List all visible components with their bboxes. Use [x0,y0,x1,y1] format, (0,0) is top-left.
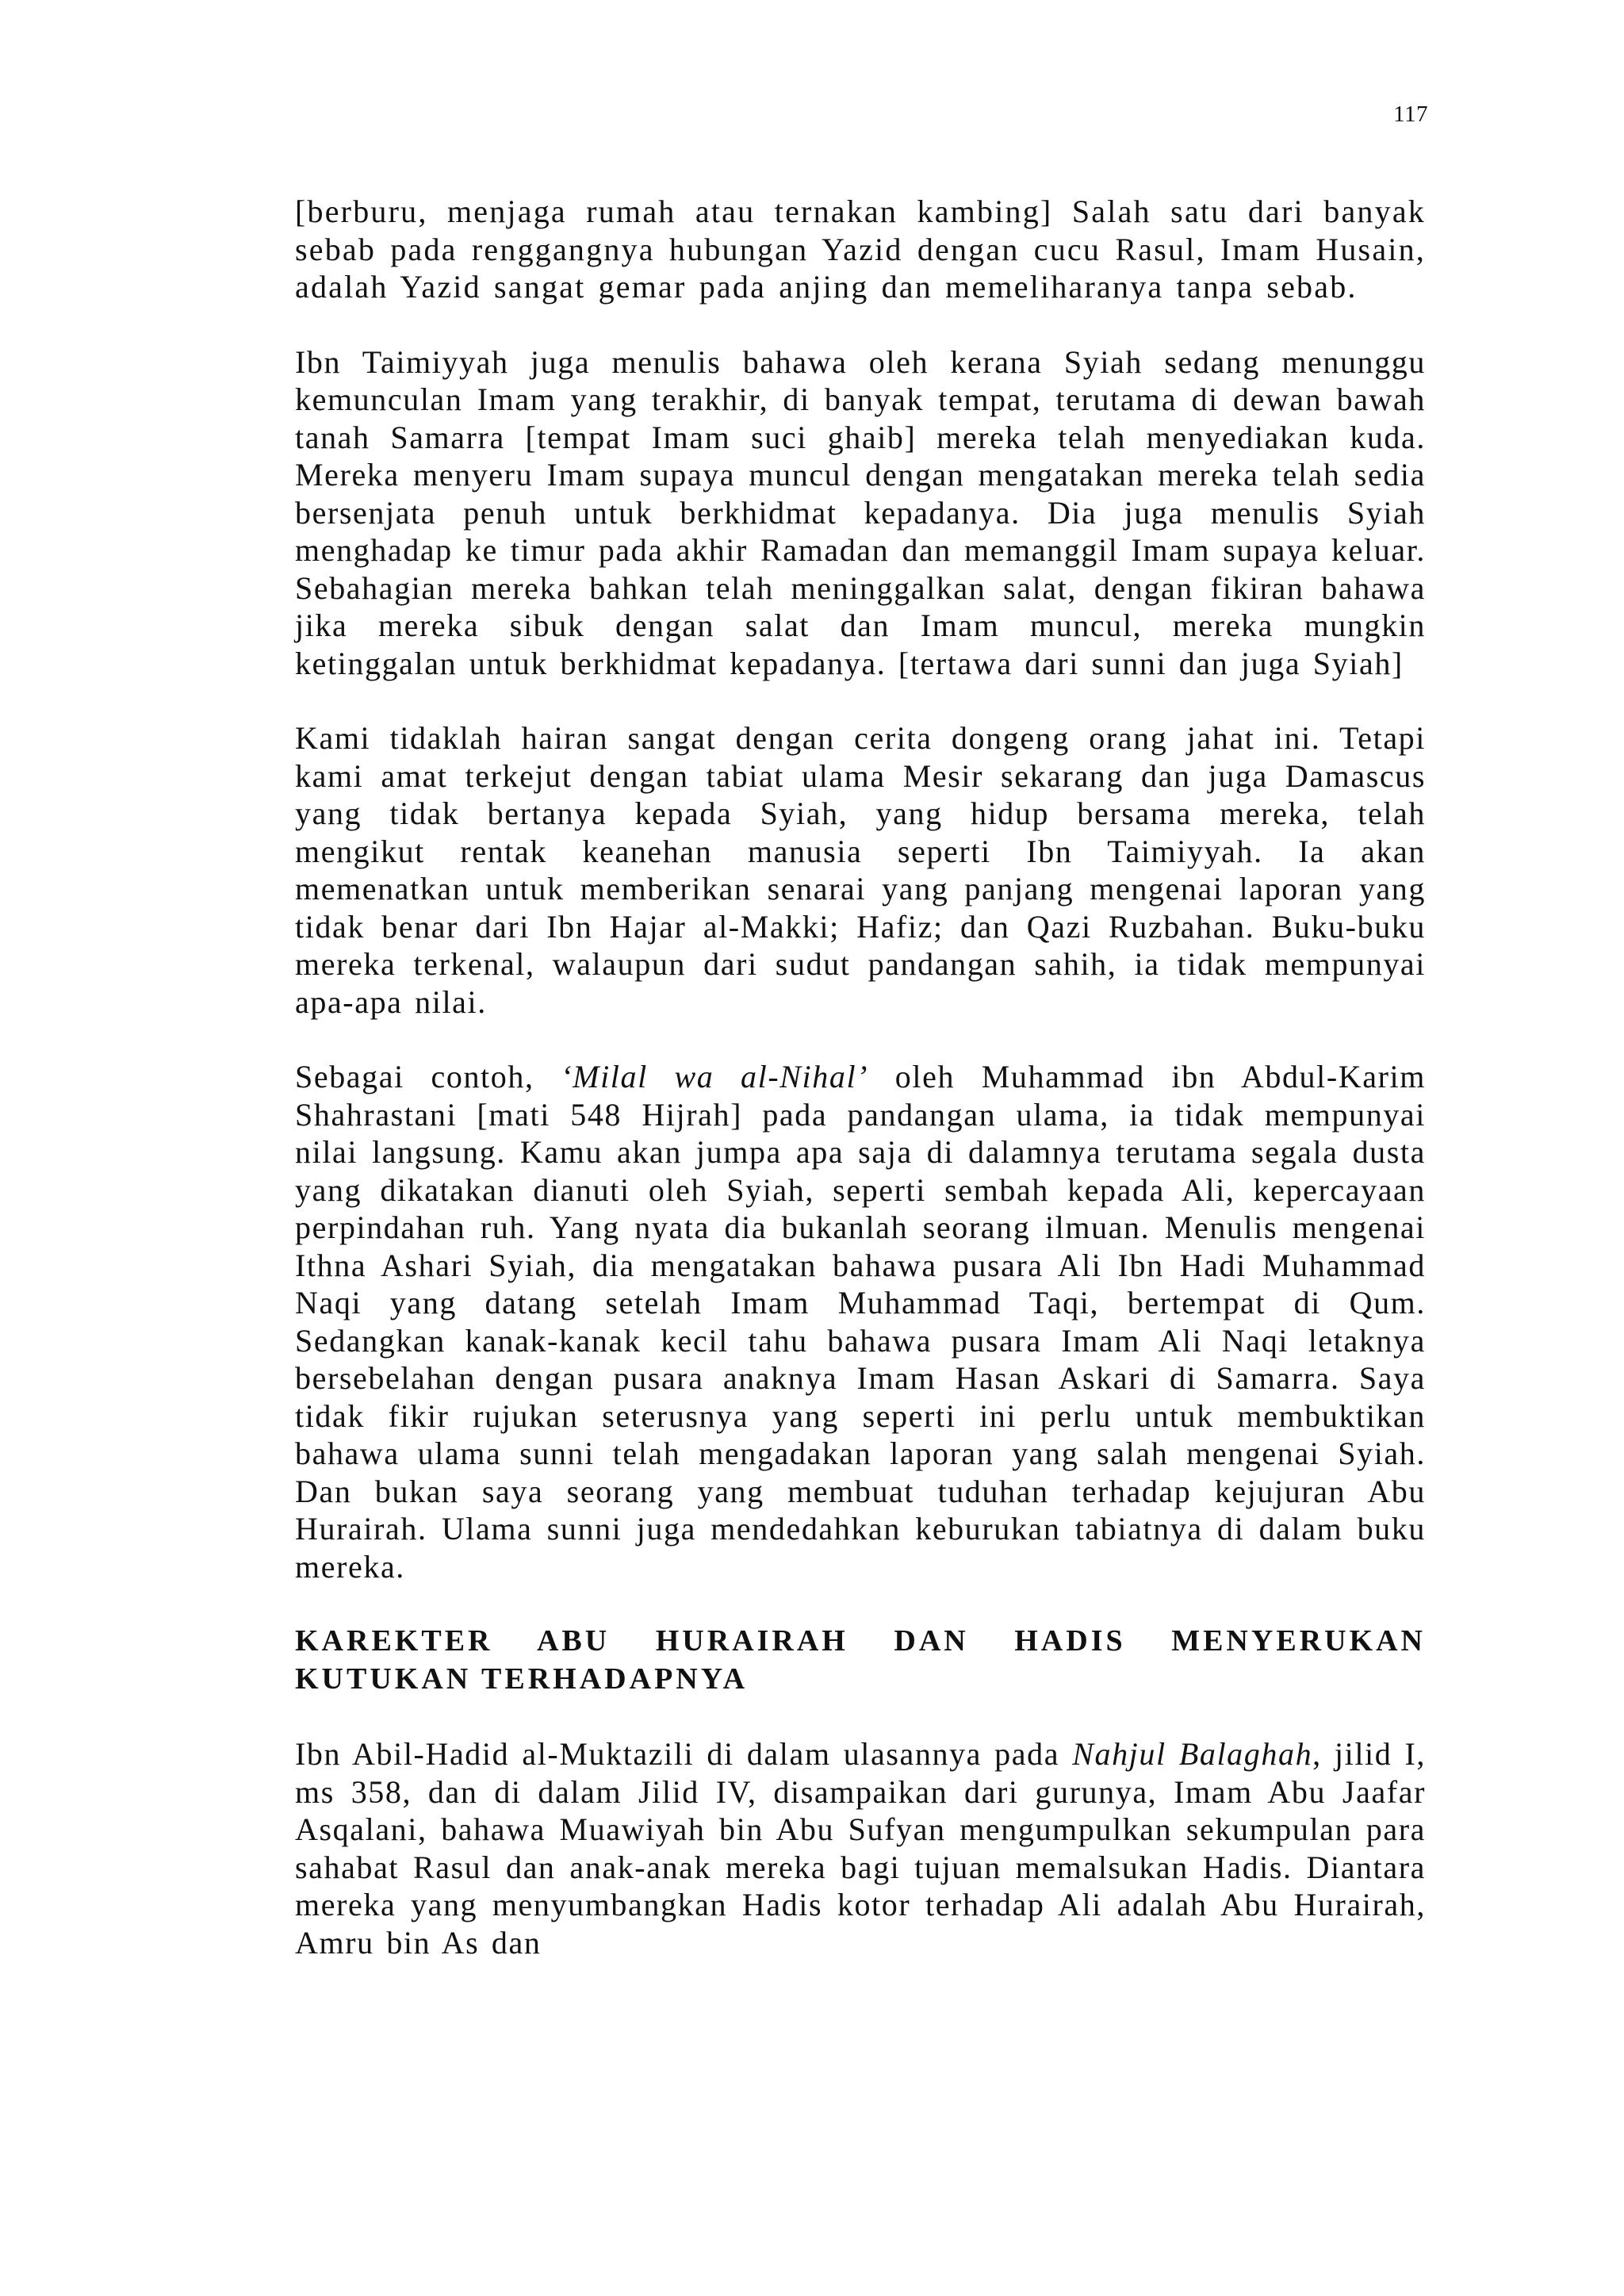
paragraph-5-lead: Ibn Abil-Hadid al-Muktazili di dalam ulasannya pada [295,1736,1073,1772]
paragraph-4 [295,1058,1426,1585]
paragraph-5-rest: , jilid I, ms 358, dan di dalam Jilid IV, disampaikan dari gurunya, Imam Abu Jaafar Asqalani, bahawa Muawiyah bin Abu Sufyan mengumpulkan sekumpulan para sahabat Rasul dan anak-anak mereka bagi tujuan memalsukan Hadis. Diantara mereka yang menyumbangkan Hadis kotor terhadap Ali adalah Abu Hurairah, Amru bin As dan [295,1736,1426,1961]
paragraph-5 [295,1735,1426,1961]
paragraph-4-rest: oleh Muhammad ibn Abdul-Karim Shahrastani [mati 548 Hijrah] pada pandangan ulama, ia tidak mempunyai nilai langsung. Kamu akan jumpa apa saja di dalamnya terutama segala dusta yang dikatakan dianuti oleh Syiah, seperti sembah kepada Ali, kepercayaan perpindahan ruh. Yang nyata dia bukanlah seorang ilmuan. Menulis mengenai Ithna Ashari Syiah, dia mengatakan bahawa pusara Ali Ibn Hadi Muhammad Naqi yang datang setelah Imam Muhammad Taqi, bertempat di Qum. Sedangkan kanak-kanak kecil tahu bahawa pusara Imam Ali Naqi letaknya bersebelahan dengan pusara anaknya Imam Hasan Askari di Samarra. Saya tidak fikir rujukan seterusnya yang seperti ini perlu untuk membuktikan bahawa ulama sunni telah mengadakan laporan yang salah mengenai Syiah. Dan bukan saya seorang yang membuat tuduhan terhadap kejujuran Abu Hurairah. Ulama sunni juga mendedahkan keburukan tabiatnya di dalam buku mereka. [295,1059,1426,1585]
paragraph-1: [berburu, menjaga rumah atau ternakan kambing] Salah satu dari banyak sebab pada renggangnya hubungan Yazid dengan cucu Rasul, Imam Husain, adalah Yazid sangat gemar pada anjing dan memeliharanya tanpa sebab. [295,194,1426,305]
paragraph-2: Ibn Taimiyyah juga menulis bahawa oleh kerana Syiah sedang menunggu kemunculan Imam yang terakhir, di banyak tempat, terutama di dewan bawah tanah Samarra [tempat Imam suci ghaib] mereka telah menyediakan kuda. Mereka menyeru Imam supaya muncul dengan mengatakan mereka telah sedia bersenjata penuh untuk berkhidmat kepadanya. Dia juga menulis Syiah menghadap ke timur pada akhir Ramadan dan memanggil Imam supaya keluar. Sebahagian mereka bahkan telah meninggalkan salat, dengan fikiran bahawa jika mereka sibuk dengan salat dan Imam muncul, mereka mungkin ketinggalan untuk berkhidmat kepadanya. [tertawa dari sunni dan juga Syiah] [295,343,1426,681]
section-heading: KAREKTER ABU HURAIRAH DAN HADIS MENYERUKAN KUTUKAN TERHADAPNYA [295,1624,1426,1696]
book-title-milal: ‘Milal wa al-Nihal’ [561,1059,869,1094]
page-body [295,193,1426,1999]
page-number: 117 [1393,102,1428,127]
book-title-nahjul: Nahjul Balaghah [1072,1736,1313,1772]
paragraph-3: Kami tidaklah hairan sangat dengan cerita dongeng orang jahat ini. Tetapi kami amat terkejut dengan tabiat ulama Mesir sekarang dan juga Damascus yang tidak bertanya kepada Syiah, yang hidup bersama mereka, telah mengikut rentak keanehan manusia seperti Ibn Taimiyyah. Ia akan memenatkan untuk memberikan senarai yang panjang mengenai laporan yang tidak benar dari Ibn Hajar al-Makki; Hafiz; dan Qazi Ruzbahan. Buku-buku mereka terkenal, walaupun dari sudut pandangan sahih, ia tidak mempunyai apa-apa nilai. [295,720,1426,1020]
paragraph-4-lead: Sebagai contoh, [295,1059,561,1094]
